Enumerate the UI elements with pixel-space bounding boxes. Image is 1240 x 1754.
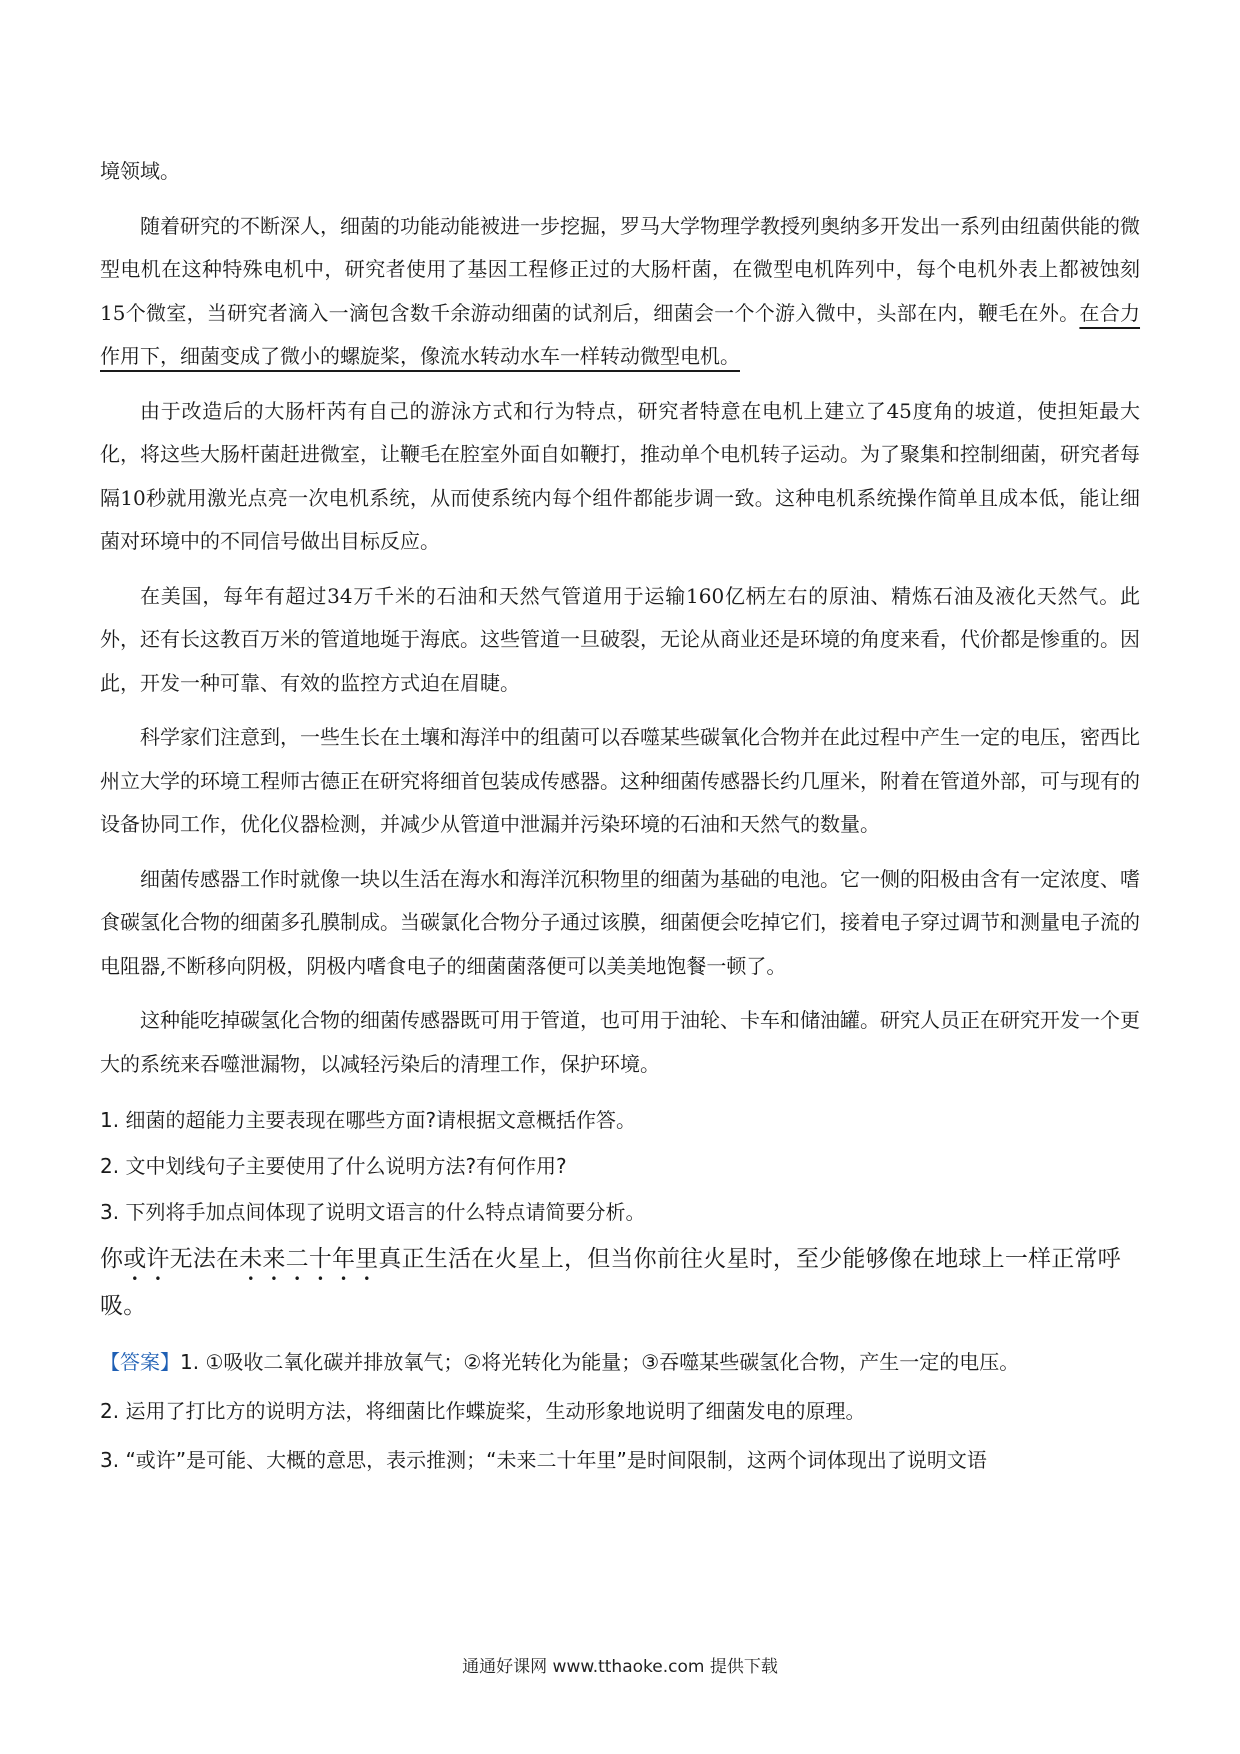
paragraph-1-text: 随着研究的不断深人，细菌的功能动能被进一步挖掘，罗马大学物理学教授列奥纳多开发出一系列由纽菌供能的微型电机在这种特殊电机中，研究者使用了基因工程修正过的大肠杆菌，在微型电机阵列中，每个电机外表上都被蚀刻15个微室，当研究者滴入一滴包含数千余游动细菌的试剂后，细菌会一个个游入微中，头部在内，鞭毛在外。 <box>100 213 1140 325</box>
answer-1 <box>100 1338 1140 1387</box>
example-sentence <box>100 1239 1140 1326</box>
question-1: 1. 细菌的超能力主要表现在哪些方面?请根据文意概括作答。 <box>100 1108 637 1132</box>
paragraph-3: 由于改造后的大肠杆芮有自己的游泳方式和行为特点，研究者特意在电机上建立了45度角的坡道，使担矩最大化，将这些大肠杆菌赶进微室，让鞭毛在腔室外面自如鞭打，推动单个电机转子运动。为了聚集和控制细菌，研究者每隔10秒就用激光点亮一次电机系统，从而使系统内每个组件都能步调一致。这种电机系统操作简单且成本低，能让细菌对环境中的不同信号做出目标反应。 <box>100 398 1140 553</box>
answer-label: 【答案】 <box>100 1350 180 1374</box>
question-2: 2. 文中划线句子主要使用了什么说明方法?有何作用? <box>100 1154 567 1178</box>
paragraph-4: 在美国，每年有超过34万千米的石油和天然气管道用于运输160亿柄左右的原油、精炼石油及液化天然气。此外，还有长这教百万米的管道地埏于海底。这些管道一旦破裂，无论从商业还是环境的角度来看，代价都是惨重的。因此，开发一种可靠、有效的监控方式迫在眉睫。 <box>100 583 1140 695</box>
paragraph-0: 境领域。 <box>100 159 180 183</box>
answer-1-text: 1. ①吸收二氧化碳并排放氧气；②将光转化为能量；③吞噬某些碳氢化合物，产生一定的电压。 <box>180 1350 1020 1374</box>
paragraph-1 <box>100 205 1140 379</box>
paragraph-6: 细菌传感器工作时就像一块以生活在海水和海洋沉积物里的细菌为基础的电池。它一侧的阳极由含有一定浓度、嗜食碳氢化合物的细菌多孔膜制成。当碳氯化合物分子通过该膜，细菌便会吃掉它们，接着电子穿过调节和测量电子流的电阻器,不断移向阴极，阴极内嗜食电子的细菌菌落便可以美美地饱餐一顿了。 <box>100 866 1140 978</box>
answer-2: 2. 运用了打比方的说明方法，将细菌比作蝶旋桨，生动形象地说明了细菌发电的原理。 <box>100 1399 866 1423</box>
question-3: 3. 下列将手加点间体现了说明文语言的什么特点请简要分析。 <box>100 1200 646 1224</box>
underlined-sentence: 在合力作用下，细菌变成了微小的螺旋桨，像流水转动水车一样转动微型电机。 <box>100 300 1141 368</box>
dotted-word-2: 未来二十年里 <box>239 1246 379 1272</box>
sentence-part-3: 真正生活在火星上，但当你前往火星时，至少能够像在地球上一样正常呼吸。 <box>100 1246 1121 1319</box>
answer-3: 3. “或许”是可能、大概的意思，表示推测；“未来二十年里”是时间限制，这两个词体现出了说明文语 <box>100 1448 987 1472</box>
paragraph-7: 这种能吃掉碳氢化合物的细菌传感器既可用于管道，也可用于油轮、卡车和储油罐。研究人员正在研究开发一个更大的系统来吞噬泄漏物，以减轻污染后的清理工作，保护环境。 <box>100 1008 1140 1076</box>
sentence-part-1: 你 <box>100 1246 124 1272</box>
document-body <box>100 150 1140 1485</box>
page-footer: 通通好课网 www.tthaoke.com 提供下载 <box>462 1657 778 1677</box>
dotted-word-1: 或许 <box>123 1246 170 1272</box>
sentence-part-2: 无法在 <box>169 1246 240 1272</box>
paragraph-5: 科学家们注意到，一些生长在土壤和海洋中的组菌可以吞噬某些碳氧化合物并在此过程中产生一定的电压，密西比州立大学的环境工程师古德正在研究将细首包装成传感器。这种细菌传感器长约几厘米，附着在管道外部，可与现有的设备协同工作，优化仪器检测，并减少从管道中泄漏并污染环境的石油和天然气的数量。 <box>100 725 1140 836</box>
